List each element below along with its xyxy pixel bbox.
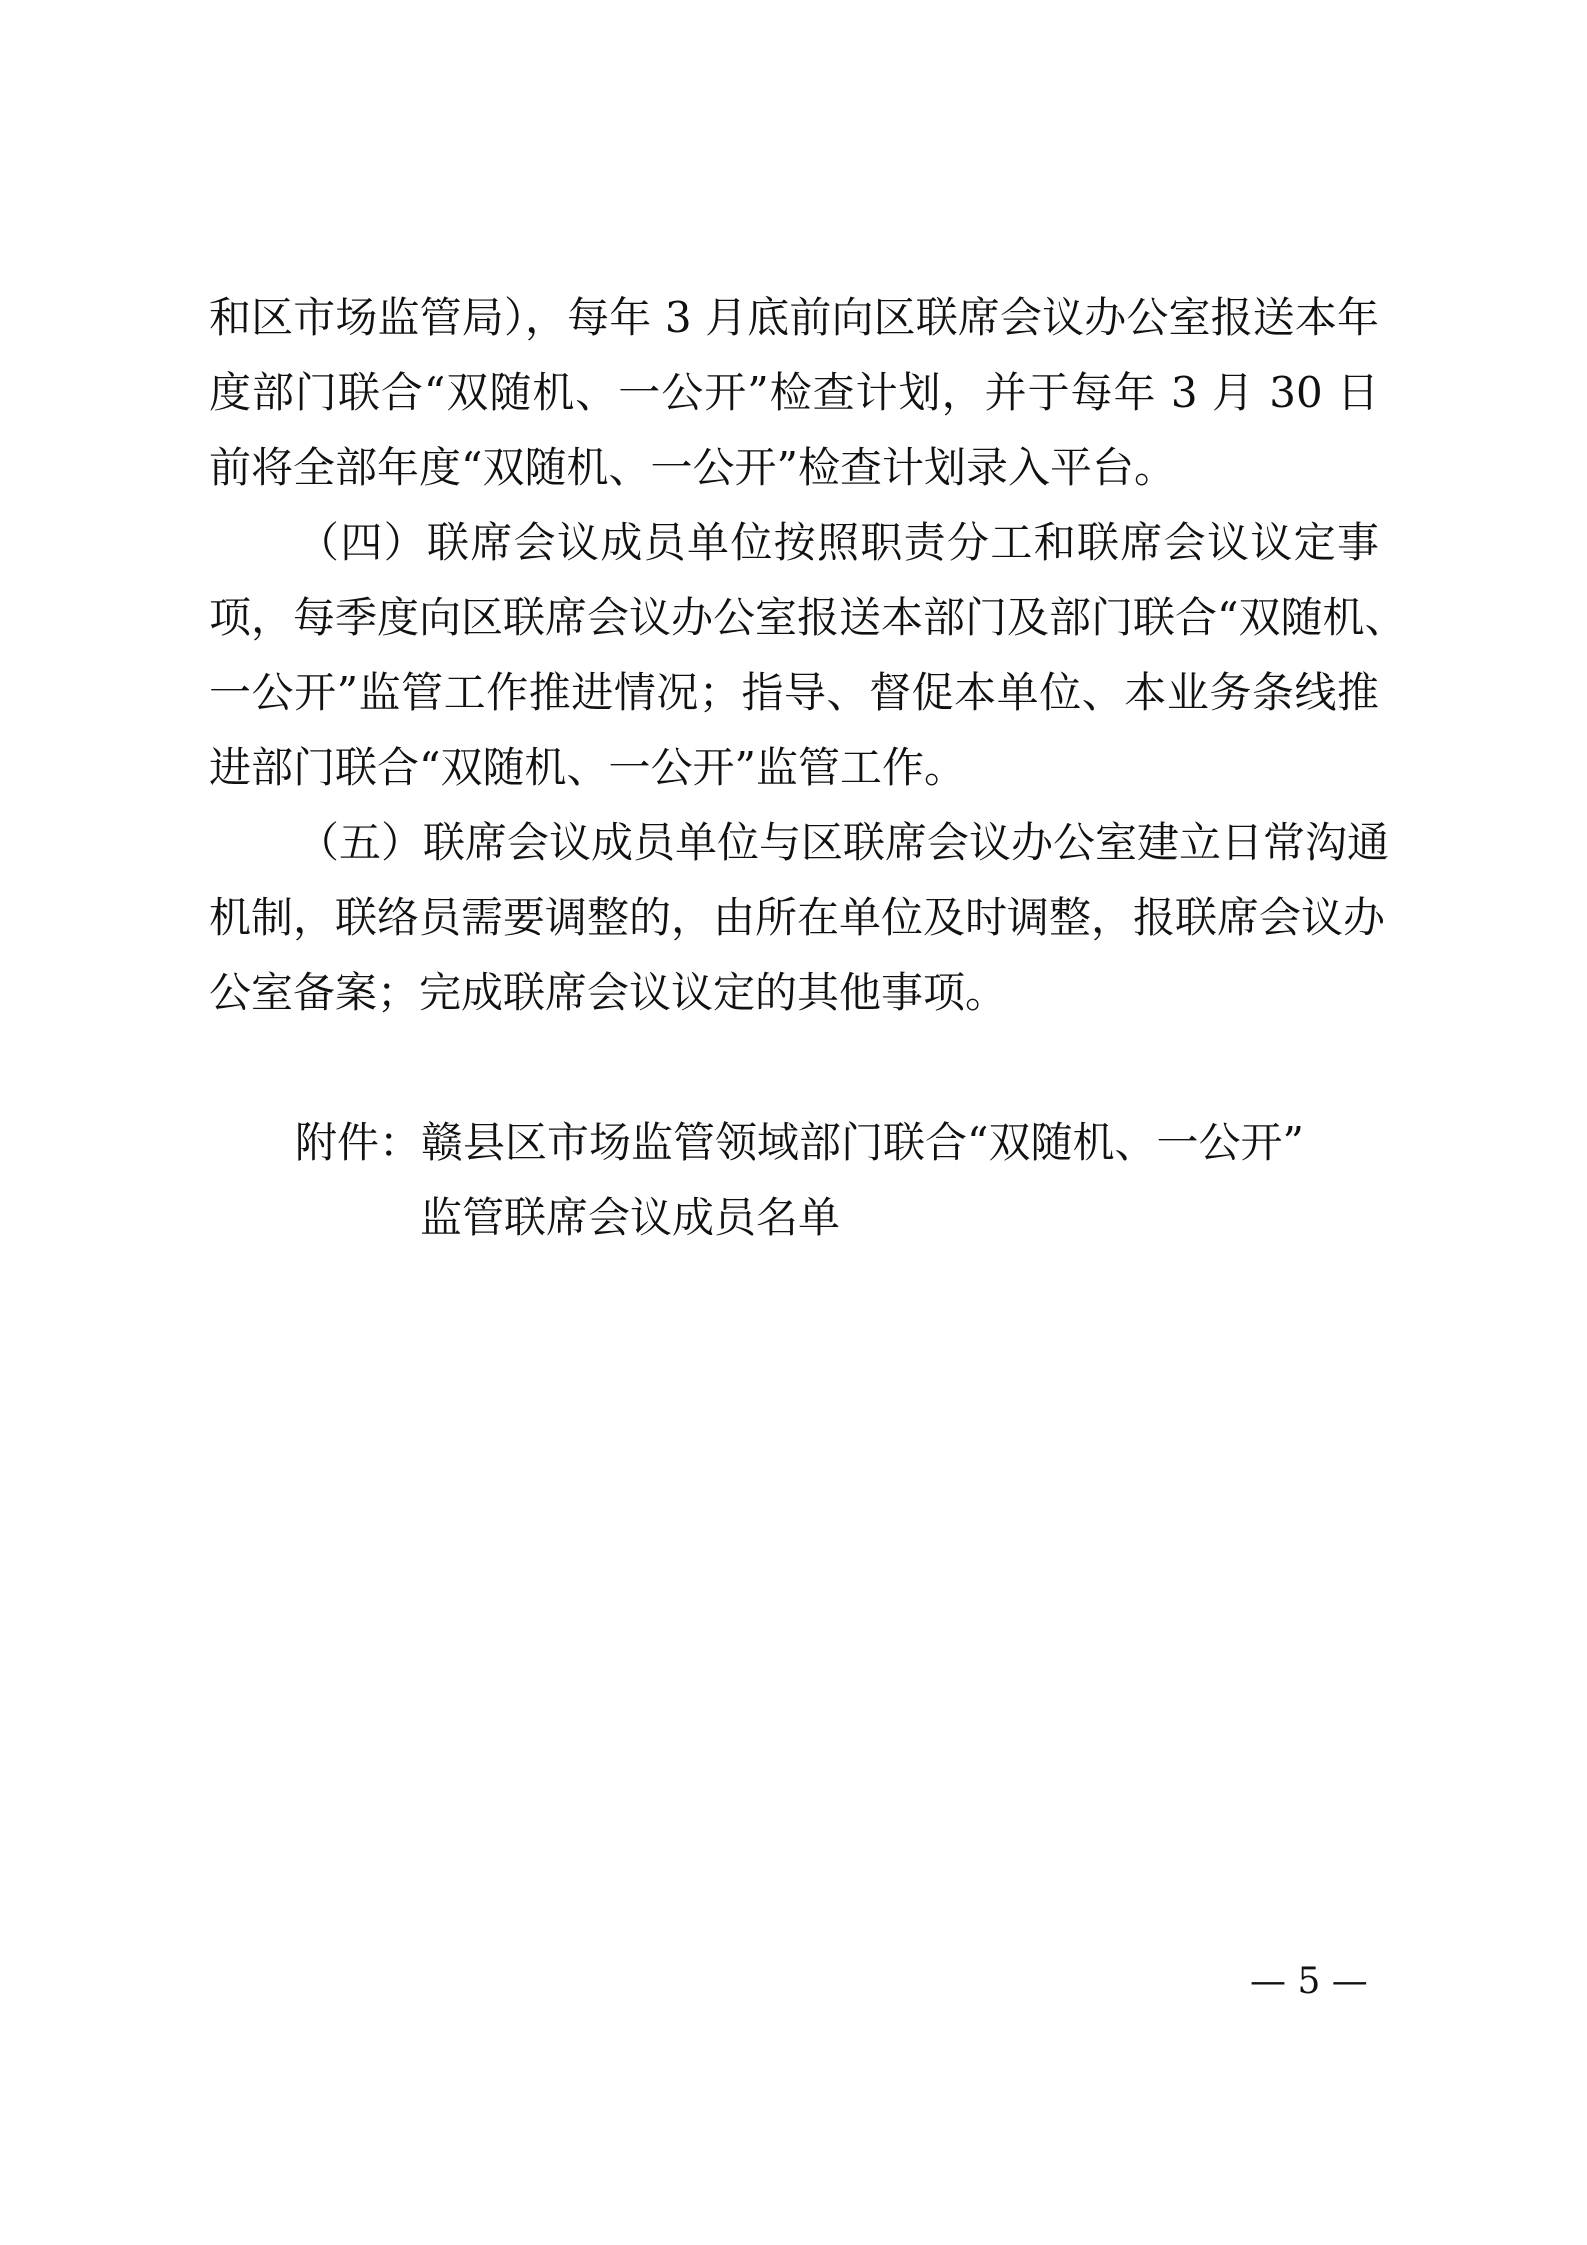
paragraph-line: 前将全部年度“双随机、一公开”检查计划录入平台。 <box>209 443 1176 492</box>
page-number: — 5 — <box>1250 1961 1368 2002</box>
paragraph-4-line: 进部门联合“双随机、一公开”监管工作。 <box>209 743 966 792</box>
paragraph-5-line: 机制，联络员需要调整的，由所在单位及时调整，报联席会议办 <box>209 893 1386 942</box>
paragraph-5-line: （五）联席会议成员单位与区联席会议办公室建立日常沟通 <box>297 818 1390 867</box>
paragraph-line: 度部门联合“双随机、一公开”检查计划，并于每年 3 月 30 日 <box>209 368 1379 417</box>
attachment-title-continuation: 监管联席会议成员名单 <box>420 1193 841 1242</box>
attachment-line: 附件：赣县区市场监管领域部门联合“双随机、一公开” <box>295 1118 1304 1167</box>
paragraph-line: 和区市场监管局），每年 3 月底前向区联席会议办公室报送本年 <box>209 293 1379 342</box>
paragraph-4-line: 一公开”监管工作推进情况；指导、督促本单位、本业务条线推 <box>209 668 1379 717</box>
paragraph-4-line: （四）联席会议成员单位按照职责分工和联席会议议定事 <box>297 518 1379 567</box>
paragraph-4-line: 项，每季度向区联席会议办公室报送本部门及部门联合“双随机、 <box>209 593 1407 642</box>
paragraph-5-line: 公室备案；完成联席会议议定的其他事项。 <box>209 968 1008 1017</box>
